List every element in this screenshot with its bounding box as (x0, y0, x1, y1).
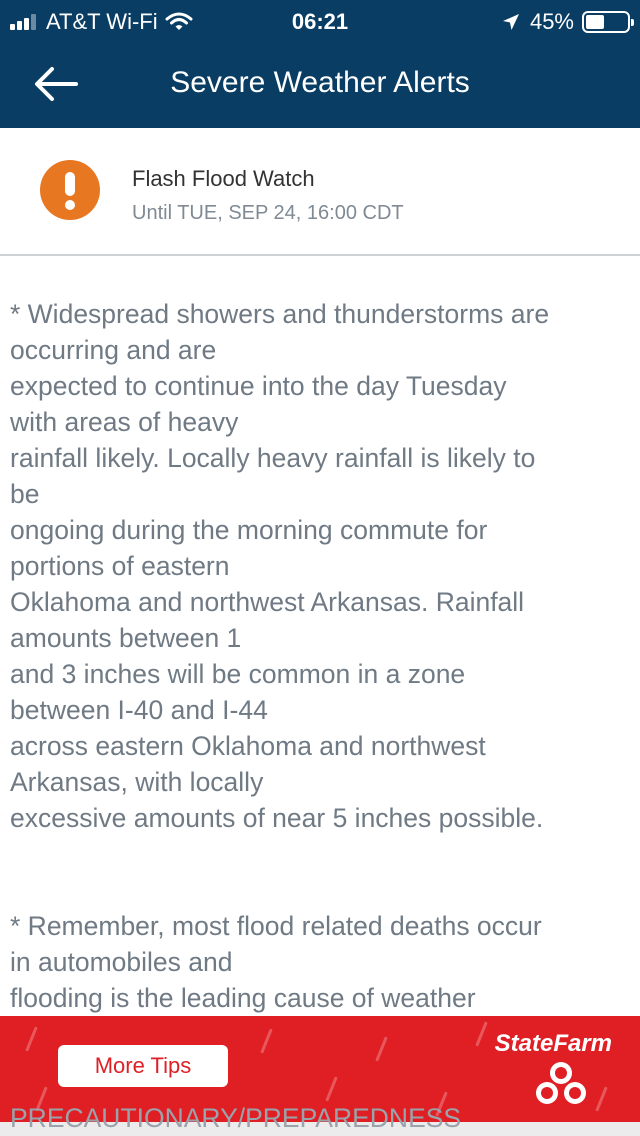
alert-description (10, 296, 630, 1016)
state-farm-logo (530, 1060, 592, 1106)
text-line: Oklahoma and northwest Arkansas. Rainfall (10, 587, 525, 617)
location-arrow-icon (502, 13, 520, 31)
alert-name: Flash Flood Watch (132, 166, 315, 191)
paragraph-2 (10, 908, 630, 1016)
exclamation-icon (40, 160, 100, 220)
status-bar (0, 0, 640, 40)
text-line: ongoing during the morning commute for (10, 515, 488, 545)
text-line: Arkansas, with locally (10, 767, 264, 797)
page-title: Severe Weather Alerts (170, 66, 470, 99)
alert-summary (0, 128, 640, 256)
text-line: and 3 inches will be common in a zone (10, 659, 466, 689)
top-bar (0, 0, 640, 128)
text-line: across eastern Oklahoma and northwest (10, 731, 486, 761)
text-line: with areas of heavy (10, 407, 239, 437)
paragraph-1 (10, 296, 630, 836)
text-line: between I-40 and I-44 (10, 695, 268, 725)
status-right (502, 9, 630, 35)
more-tips-button[interactable]: More Tips (58, 1045, 228, 1087)
nav-bar (0, 40, 640, 128)
text-line: excessive amounts of near 5 inches possible. (10, 803, 544, 833)
content-peek (0, 1103, 640, 1136)
text-line: occurring and are (10, 335, 217, 365)
text-line: * Widespread showers and thunderstorms are (10, 299, 550, 329)
text-line: expected to continue into the day Tuesday (10, 371, 507, 401)
battery-icon (582, 11, 630, 33)
text-line: in automobiles and (10, 947, 233, 977)
text-line: portions of eastern (10, 551, 230, 581)
brand-name: StateFarm (494, 1030, 612, 1057)
battery-fill (586, 15, 604, 29)
text-line: amounts between 1 (10, 623, 242, 653)
text-line: flooding is the leading cause of weather (10, 983, 476, 1013)
alert-until: Until TUE, SEP 24, 16:00 CDT (132, 202, 404, 224)
peek-text: PRECAUTIONARY/PREPAREDNESS (10, 1103, 462, 1133)
text-line: rainfall likely. Locally heavy rainfall is likely to (10, 443, 536, 473)
status-time: 06:21 (291, 9, 349, 34)
carrier-label: AT&T Wi-Fi (46, 9, 158, 34)
battery-percent: 45% (529, 9, 574, 34)
text-line: * Remember, most flood related deaths occur (10, 911, 542, 941)
text-line: be (10, 479, 40, 509)
